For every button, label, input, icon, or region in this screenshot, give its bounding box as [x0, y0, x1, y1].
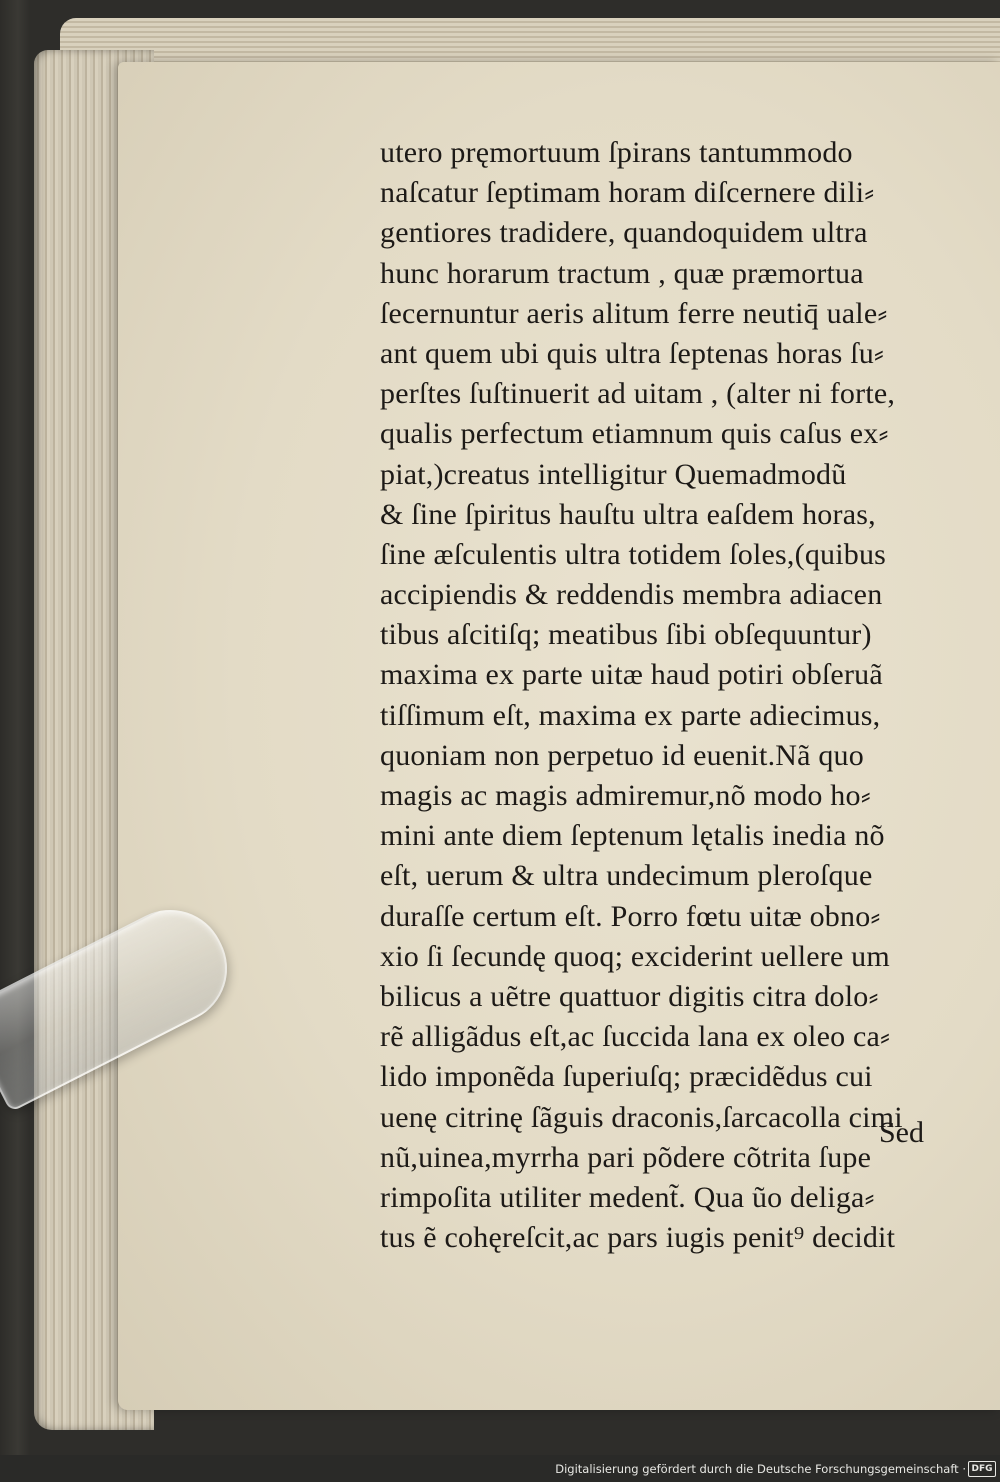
text-line: magis ac magis admiremur,nõ modo ho⸗: [380, 779, 871, 812]
text-line: piat,)creatus intelligitur Quemadmodũ: [380, 457, 847, 491]
text-line: maxima ex parte uitæ haud potiri obſeruã: [380, 658, 883, 692]
text-line: perſtes ſuſtinuerit ad uitam , (alter ni forte,: [380, 377, 896, 411]
dfg-logo-icon: DFG: [968, 1461, 996, 1477]
text-line: nũ,uinea,myrrha pari põdere cõtrita ſupe: [380, 1140, 872, 1174]
text-line: ſine æſculentis ultra totidem ſoles,(quibus: [380, 537, 887, 571]
catchword: Sed: [879, 1116, 924, 1149]
text-line: tus ẽ cohęreſcit,ac pars iugis penit⁹ decidit: [380, 1221, 896, 1255]
text-line: eſt, uerum & ultra undecimum pleroſque: [380, 859, 873, 893]
text-line: xio ſi ſecundę quoq; exciderint uellere um: [380, 939, 890, 973]
text-line: naſcatur ſeptimam horam diſcernere dili⸗: [380, 176, 875, 210]
text-line: tiſſimum eſt, maxima ex parte adiecimus,: [380, 698, 881, 732]
text-line: rimpoſita utiliter medent̃. Qua ũo deliga⸗: [380, 1180, 875, 1214]
text-line: gentiores tradidere, quandoquidem ultra: [380, 216, 868, 250]
text-line: quoniam non perpetuo id euenit.Nã quo: [380, 738, 864, 772]
text-line: uenę citrinę ſãguis draconis,ſarcacolla cimi: [380, 1100, 903, 1134]
text-line: accipiendis & reddendis membra adiacen: [380, 578, 883, 612]
text-line: mini ante diem ſeptenum lętalis inedia nõ: [380, 819, 885, 853]
text-line: ſecernuntur aeris alitum ferre neutiq̄ uale⸗: [380, 296, 888, 330]
text-line: lido imponẽda ſuperiuſq; præcidẽdus cui: [380, 1060, 873, 1094]
text-line: rẽ alligãdus eſt,ac ſuccida lana ex oleo ca⸗: [380, 1020, 891, 1054]
text-line: bilicus a uẽtre quattuor digitis citra dolo⸗: [380, 979, 879, 1013]
text-line: & ſine ſpiritus hauſtu ultra eaſdem horas,: [380, 497, 876, 531]
text-line: duraſſe certum eſt. Porro fœtu uitæ obno⸗: [380, 899, 881, 933]
text-line: tibus aſcitiſq; meatibus ſibi obſequuntur): [380, 618, 872, 652]
text-line: ant quem ubi quis ultra ſeptenas horas ſu⸗: [380, 336, 885, 370]
text-line: utero pręmortuum ſpirans tantummodo: [380, 136, 853, 169]
text-line: hunc horarum tractum , quæ præmortua: [380, 256, 864, 290]
funding-credit: Digitalisierung gefördert durch die Deutsche Forschungsgemeinschaft ·: [555, 1462, 966, 1476]
text-line: qualis perfectum etiamnum quis caſus ex⸗: [380, 417, 889, 451]
body-text: [380, 133, 950, 1258]
